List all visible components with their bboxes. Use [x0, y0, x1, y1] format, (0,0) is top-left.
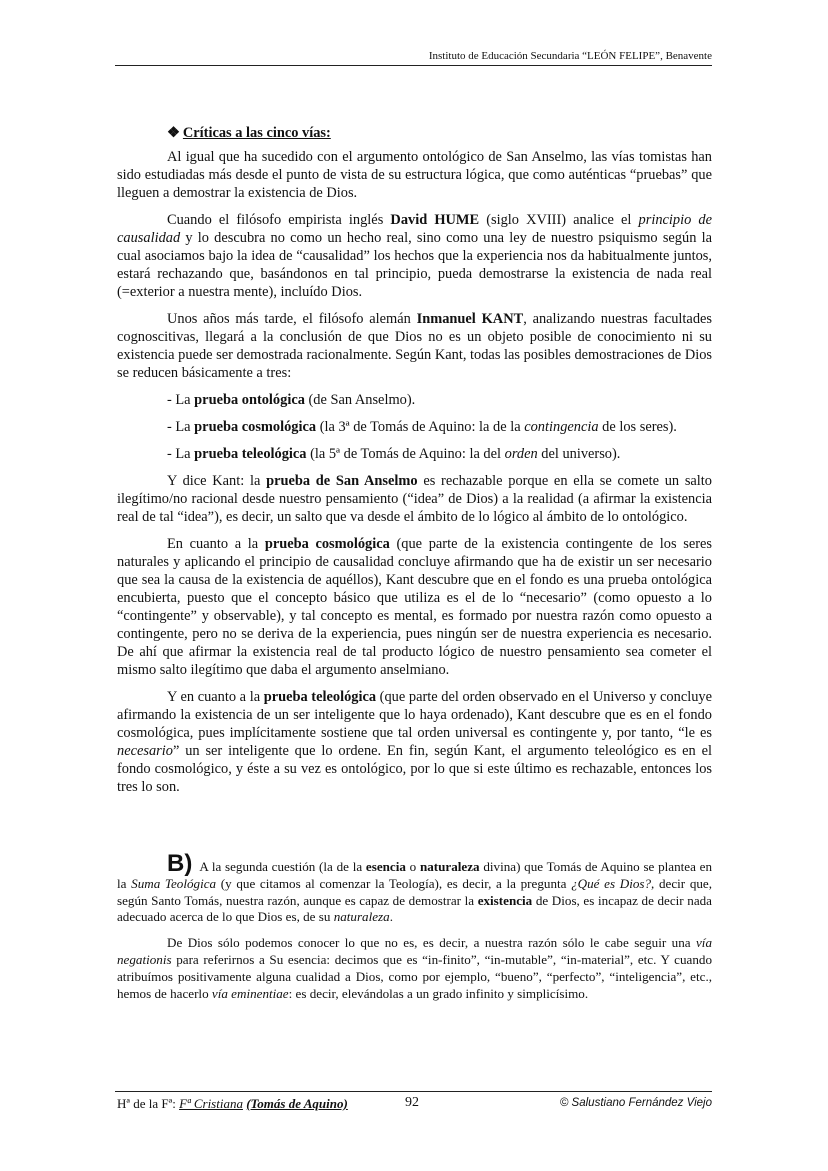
text-run: decir que, según Santo Tomás, nuestra razón, aunque es capaz de demostrar la [117, 875, 713, 908]
text-run: de Dios, es incapaz de decir nada adecuado acerca de lo que Dios es, de su [117, 892, 712, 925]
part-b-letter: B) [167, 850, 193, 877]
text-run: Y dice Kant: la [167, 473, 267, 489]
question-text: ¿Qué es Dios?, [571, 875, 655, 891]
text-run: de los seres). [598, 419, 677, 435]
text-run: ” un ser inteligente que lo ordene. En fin, según Kant, el argumento teleológico es en el fondo cosmológico, y éste a su vez es ontológico, por lo que si este último es rechazable, entonces los tres lo son. [117, 743, 712, 795]
kant-name: Inmanuel KANT [416, 311, 524, 327]
text-run: (la 5ª de Tomás de Aquino: la del [306, 446, 505, 462]
text-run: es rechazable porque en ella se comete un salto ilegítimo/no racional desde nuestro pensamiento (“idea” de Dios) a la realidad (a afirmar la existencia real de tal “idea”), es decir, un salto que va desde el ámbito de lo lógico al ámbito de lo ontológico. [117, 473, 713, 525]
paragraph-via-negationis [117, 935, 712, 1002]
text-run: . [389, 909, 393, 925]
text-run: De Dios sólo podemos conocer lo que no es, es decir, a nuestra razón sólo le cabe seguir una [167, 935, 696, 951]
paragraph-1: Al igual que ha sucedido con el argumento ontológico de San Anselmo, las vías tomistas han sido estudiadas más desde el punto de vista de su estructura lógica, que como auténticas “pruebas” que lleguen a demostrar la existencia de Dios. [117, 149, 712, 201]
text-run: para referirnos a Su esencia: decimos que es “in-finito”, “in-mutable”, “in-material”, etc. Y cuando atribuímos positivamente alguna cualidad a Dios, como por ejemplo, “bueno”, “perfecto”, “inteligencia”, etc., hemos de hacerlo [117, 951, 712, 1001]
text-run: - La [167, 446, 195, 462]
footer-topic: (Tomás de Aquino) [246, 1096, 348, 1111]
page-content [117, 124, 712, 1011]
paragraph-anselmo [117, 472, 712, 526]
text-run: (que parte del orden observado en el Universo y concluye afirmando la existencia de un ser inteligente que lo haya ordenado), Kant descubre que es en el fondo cosmológica, pues implícitamente sostiene que tal orden universal es contingente y, por tanto, “le es [117, 689, 712, 741]
text-run: En cuanto a la [167, 536, 265, 552]
cosmological-term: prueba cosmológica [194, 419, 317, 435]
text-run: , analizando nuestras facultades cognoscitivas, llegará a la conclusión de que Dios no es un objeto posible de conocimiento ni su existencia puede ser demostrada racionalmente. Según Kant, todas las posibles demostraciones de Dios se reducen básicamente a tres: [117, 311, 713, 381]
via-eminentiae-term: vía eminentiae [211, 985, 289, 1001]
list-item-ontological [117, 391, 712, 409]
paragraph-cosmological [117, 535, 712, 679]
paragraph-hume [117, 211, 712, 301]
essence-term: esencia [365, 859, 406, 874]
causality-term: principio de causalidad [117, 212, 712, 246]
header-text: Instituto de Educación Secundaria “LEÓN FELIPE”, Benavente [428, 50, 712, 62]
section-title [167, 124, 712, 142]
text-run: (de San Anselmo). [304, 392, 416, 408]
cosmological-term: prueba cosmológica [264, 536, 390, 552]
order-term: orden [504, 446, 538, 462]
anselmo-proof-term: prueba de San Anselmo [266, 473, 418, 489]
section-title-text: Críticas a las cinco vías: [182, 125, 331, 141]
text-run: Y en cuanto a la [167, 689, 264, 705]
text-run: Cuando el filósofo empirista inglés [167, 212, 391, 228]
footer-copyright: © Salustiano Fernández Viejo [559, 1097, 712, 1109]
text-run: (siglo XVIII) analice el [479, 212, 639, 228]
ontological-term: prueba ontológica [194, 392, 305, 408]
teleological-term: prueba teleológica [194, 446, 307, 462]
necessary-term: necesario [117, 743, 173, 759]
footer-course-title: Fª Cristiana [179, 1096, 243, 1111]
paragraph-teleological [117, 688, 712, 796]
text-run: : es decir, elevándolas a un grado infinito y simplicísimo. [288, 985, 589, 1001]
text-run: (que parte de la existencia contingente de los seres naturales y aplicando el principio de causalidad concluye afirmando que ha de existir un ser necesario que sea la causa de la existencia de aquéllos), Kant descubre que en el fondo es una prueba ontológica encubierta, puesto que el concepto básico que utiliza es el de lo “necesario” (como opuesto a lo “contingente” y observable), y tal concepto es mental, es formado por nuestra razón como opuesto a contingente, pero no se deriva de la experiencia, pues ningún ser de nuestra experiencia es necesario. De ahí que afirmar la existencia real de tal producto lógico de nuestro pensamiento sea cometer el mismo salto ilegítimo que daba el argumento anselmiano. [117, 536, 712, 678]
text-run: divina) que Tomás de Aquino se plantea en la [117, 859, 713, 891]
list-item-cosmological [117, 418, 712, 436]
page-footer [115, 1091, 712, 1115]
existence-term: existencia [477, 892, 533, 908]
text-run: (y que citamos al comenzar la Teología), es decir, a la pregunta [216, 875, 572, 891]
footer-hist: Hª de la Fª: [117, 1096, 180, 1111]
nature-term: naturaleza [419, 859, 480, 874]
text-run: del universo). [537, 446, 621, 462]
footer-course [117, 1096, 348, 1112]
suma-title: Suma Teológica [131, 875, 217, 891]
via-negationis-term: vía negationis [117, 935, 712, 967]
text-run: (la 3ª de Tomás de Aquino: la de la [316, 419, 525, 435]
teleological-term: prueba teleológica [263, 689, 377, 705]
text-run: Unos años más tarde, el filósofo alemán [167, 311, 417, 327]
paragraph-kant [117, 310, 712, 382]
page-number: 92 [405, 1095, 419, 1110]
contingency-term: contingencia [524, 419, 599, 435]
hume-name: David HUME [390, 212, 480, 228]
diamond-bullet-icon: ❖ [167, 125, 180, 141]
paragraph-part-b [117, 850, 713, 926]
page-header [115, 50, 712, 66]
nature-italic-term: naturaleza [333, 909, 390, 925]
text-run: - La [167, 392, 195, 408]
text-run: - La [167, 419, 195, 435]
text-run: o [405, 859, 420, 874]
text-run: y lo descubra no como un hecho real, sino como una ley de nuestro psiquismo según la cual asociamos bajo la idea de “causalidad” los hechos que la experiencia nos da habitualmente juntos, estará rechazando que, basándonos en tal principio, pueda demostrarse la existencia de nada real (=exterior a nuestra mente), incluído Dios. [117, 230, 712, 300]
text-run: A la segunda cuestión (la de la [196, 859, 366, 874]
list-item-teleological [117, 445, 712, 463]
